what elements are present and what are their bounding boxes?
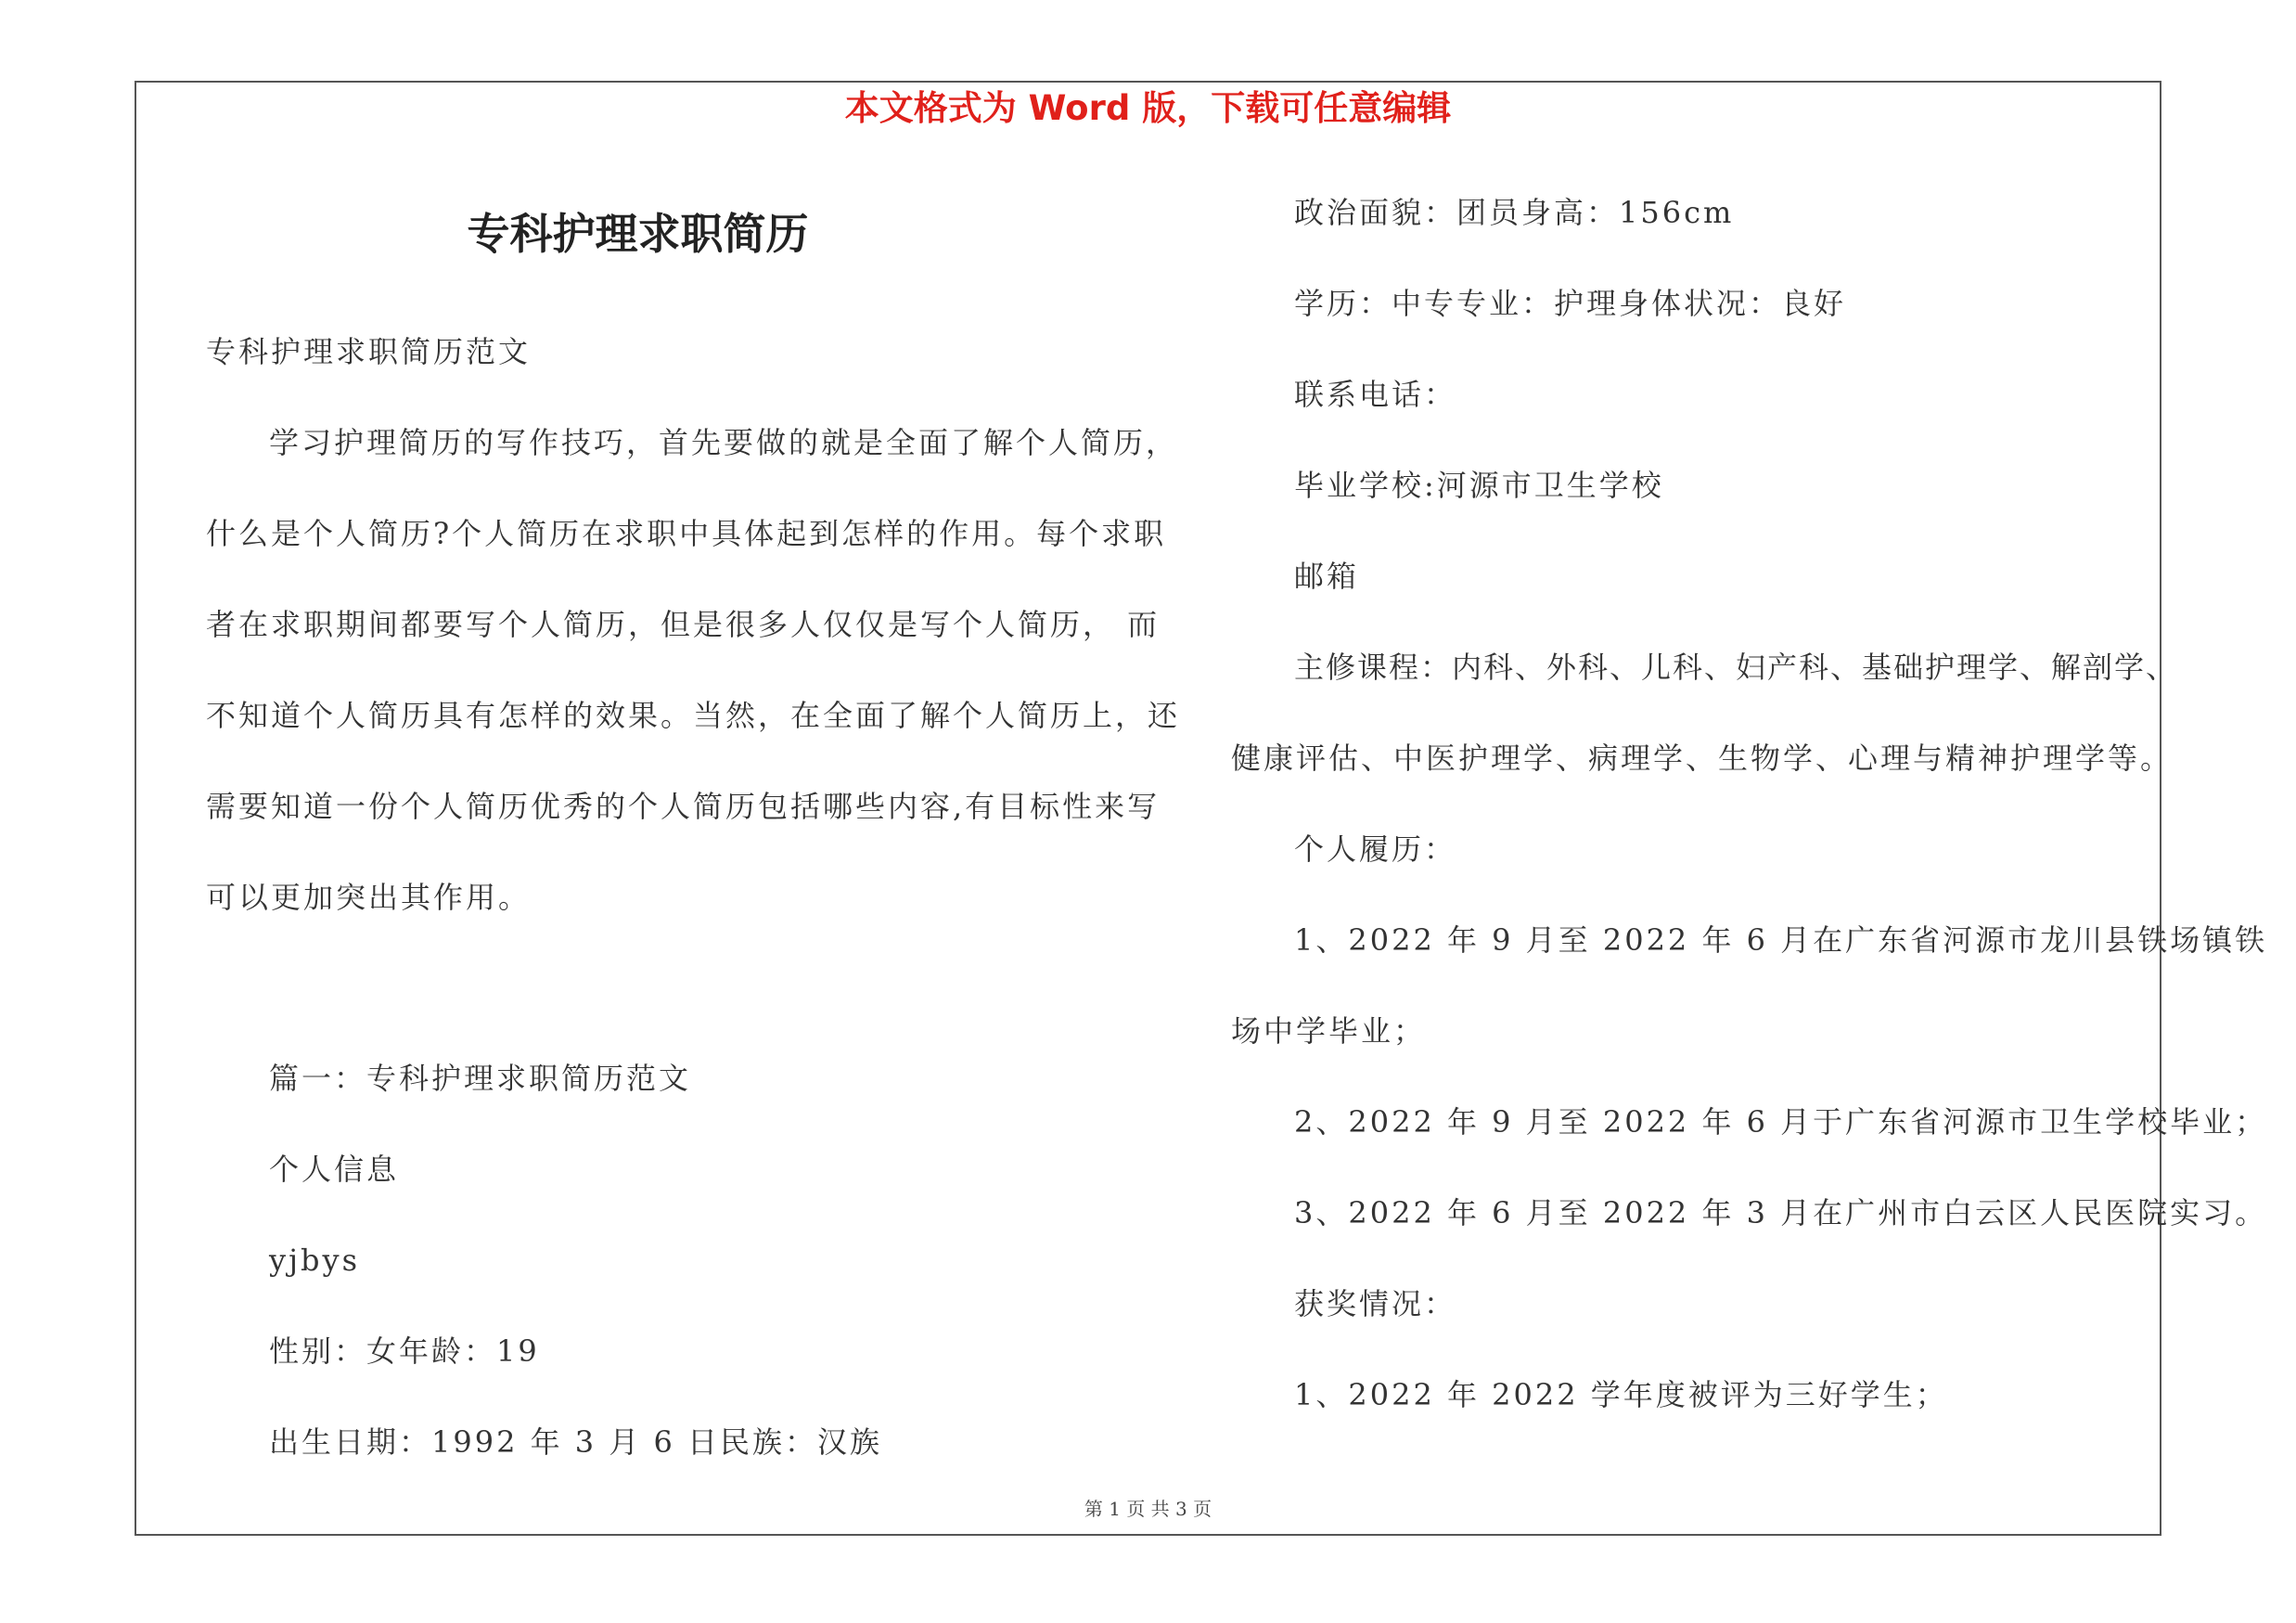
left-line-7: 可以更加突出其作用。 [206, 880, 532, 915]
right-line-4: 毕业学校:河源市卫生学校 [1294, 468, 1664, 503]
format-banner: 本文格式为 Word 版，下载可任意编辑 [844, 88, 1452, 128]
left-line-2: 学习护理简历的写作技巧，首先要做的就是全面了解个人简历， [269, 425, 1179, 460]
left-line-1: 专科护理求职简历范文 [206, 334, 532, 369]
page-number: 第 1 页 共 3 页 [1084, 1498, 1212, 1520]
left-line-9: 个人信息 [269, 1152, 400, 1187]
right-line-7: 健康评估、中医护理学、病理学、生物学、心理与精神护理学等。 [1231, 741, 2174, 776]
right-line-14: 1、2022 年 2022 学年度被评为三好学生； [1294, 1377, 1948, 1412]
right-line-8: 个人履历： [1294, 831, 1457, 867]
left-line-5: 不知道个人简历具有怎样的效果。当然，在全面了解个人简历上，还 [206, 698, 1181, 733]
left-line-11: 性别：女年龄：19 [269, 1333, 540, 1369]
right-line-11: 2、2022 年 9 月至 2022 年 6 月于广东省河源市卫生学校毕业； [1294, 1104, 2268, 1140]
left-line-8: 篇一：专科护理求职简历范文 [269, 1061, 692, 1096]
right-line-13: 获奖情况： [1294, 1286, 1457, 1321]
right-line-2: 学历：中专专业：护理身体状况：良好 [1294, 286, 1847, 321]
left-line-10: yjbys [269, 1243, 360, 1278]
right-line-12: 3、2022 年 6 月至 2022 年 3 月在广州市白云区人民医院实习。 [1294, 1195, 2268, 1230]
document-title: 专科护理求职简历 [467, 209, 809, 259]
right-line-5: 邮箱 [1294, 559, 1360, 594]
right-line-3: 联系电话： [1294, 377, 1457, 412]
right-line-6: 主修课程：内科、外科、儿科、妇产科、基础护理学、解剖学、 [1294, 650, 2178, 685]
left-line-6: 需要知道一份个人简历优秀的个人简历包括哪些内容,有目标性来写 [206, 789, 1161, 824]
right-line-10: 场中学毕业； [1231, 1013, 1427, 1049]
right-line-9: 1、2022 年 9 月至 2022 年 6 月在广东省河源市龙川县铁场镇铁 [1294, 922, 2268, 958]
left-line-4: 者在求职期间都要写个人简历，但是很多人仅仅是写个人简历， 而 [206, 607, 1161, 642]
left-line-12: 出生日期：1992 年 3 月 6 日民族：汉族 [269, 1424, 883, 1460]
right-line-1: 政治面貌：团员身高：156cm [1294, 195, 1735, 230]
left-line-3: 什么是个人简历?个人简历在求职中具体起到怎样的作用。每个求职 [206, 516, 1167, 551]
